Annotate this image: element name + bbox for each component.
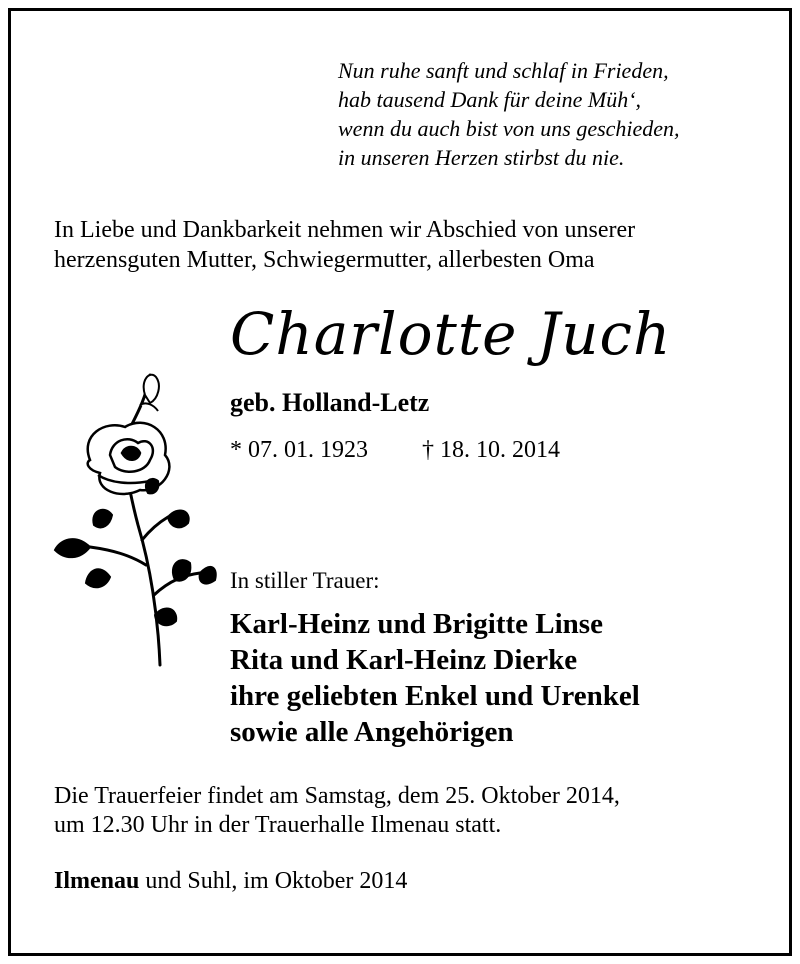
mourner-line: ihre geliebten Enkel und Urenkel (230, 680, 640, 712)
poem-line: wenn du auch bist von uns geschieden, (338, 116, 680, 141)
deceased-name: Charlotte Juch (230, 300, 672, 368)
place-date (54, 868, 407, 895)
intro-line: herzensguten Mutter, Schwiegermutter, allerbesten Oma (54, 247, 595, 273)
mourner-line: sowie alle Angehörigen (230, 716, 514, 748)
maiden-name: geb. Holland-Letz (230, 388, 430, 417)
rose-icon (50, 365, 220, 680)
poem-line: Nun ruhe sanft und schlaf in Frieden, (338, 58, 669, 83)
mourners-list (230, 606, 640, 750)
place-bold: Ilmenau (54, 868, 140, 894)
death-date: † 18. 10. 2014 (422, 437, 560, 463)
mourning-heading: In stiller Trauer: (230, 568, 380, 593)
funeral-line: Die Trauerfeier findet am Samstag, dem 25. Oktober 2014, (54, 783, 620, 809)
poem-line: hab tausend Dank für deine Müh‘, (338, 87, 642, 112)
birth-date: * 07. 01. 1923 (230, 437, 368, 463)
intro-text (54, 215, 635, 275)
funeral-info (54, 782, 620, 840)
mourner-line: Rita und Karl-Heinz Dierke (230, 644, 578, 676)
intro-line: In Liebe und Dankbarkeit nehmen wir Abschied von unserer (54, 217, 636, 243)
poem-line: in unseren Herzen stirbst du nie. (338, 145, 625, 170)
funeral-line: um 12.30 Uhr in der Trauerhalle Ilmenau statt. (54, 812, 502, 838)
mourner-line: Karl-Heinz und Brigitte Linse (230, 608, 603, 640)
poem (338, 56, 680, 172)
life-dates (230, 437, 560, 464)
place-rest: und Suhl, im Oktober 2014 (139, 868, 408, 894)
